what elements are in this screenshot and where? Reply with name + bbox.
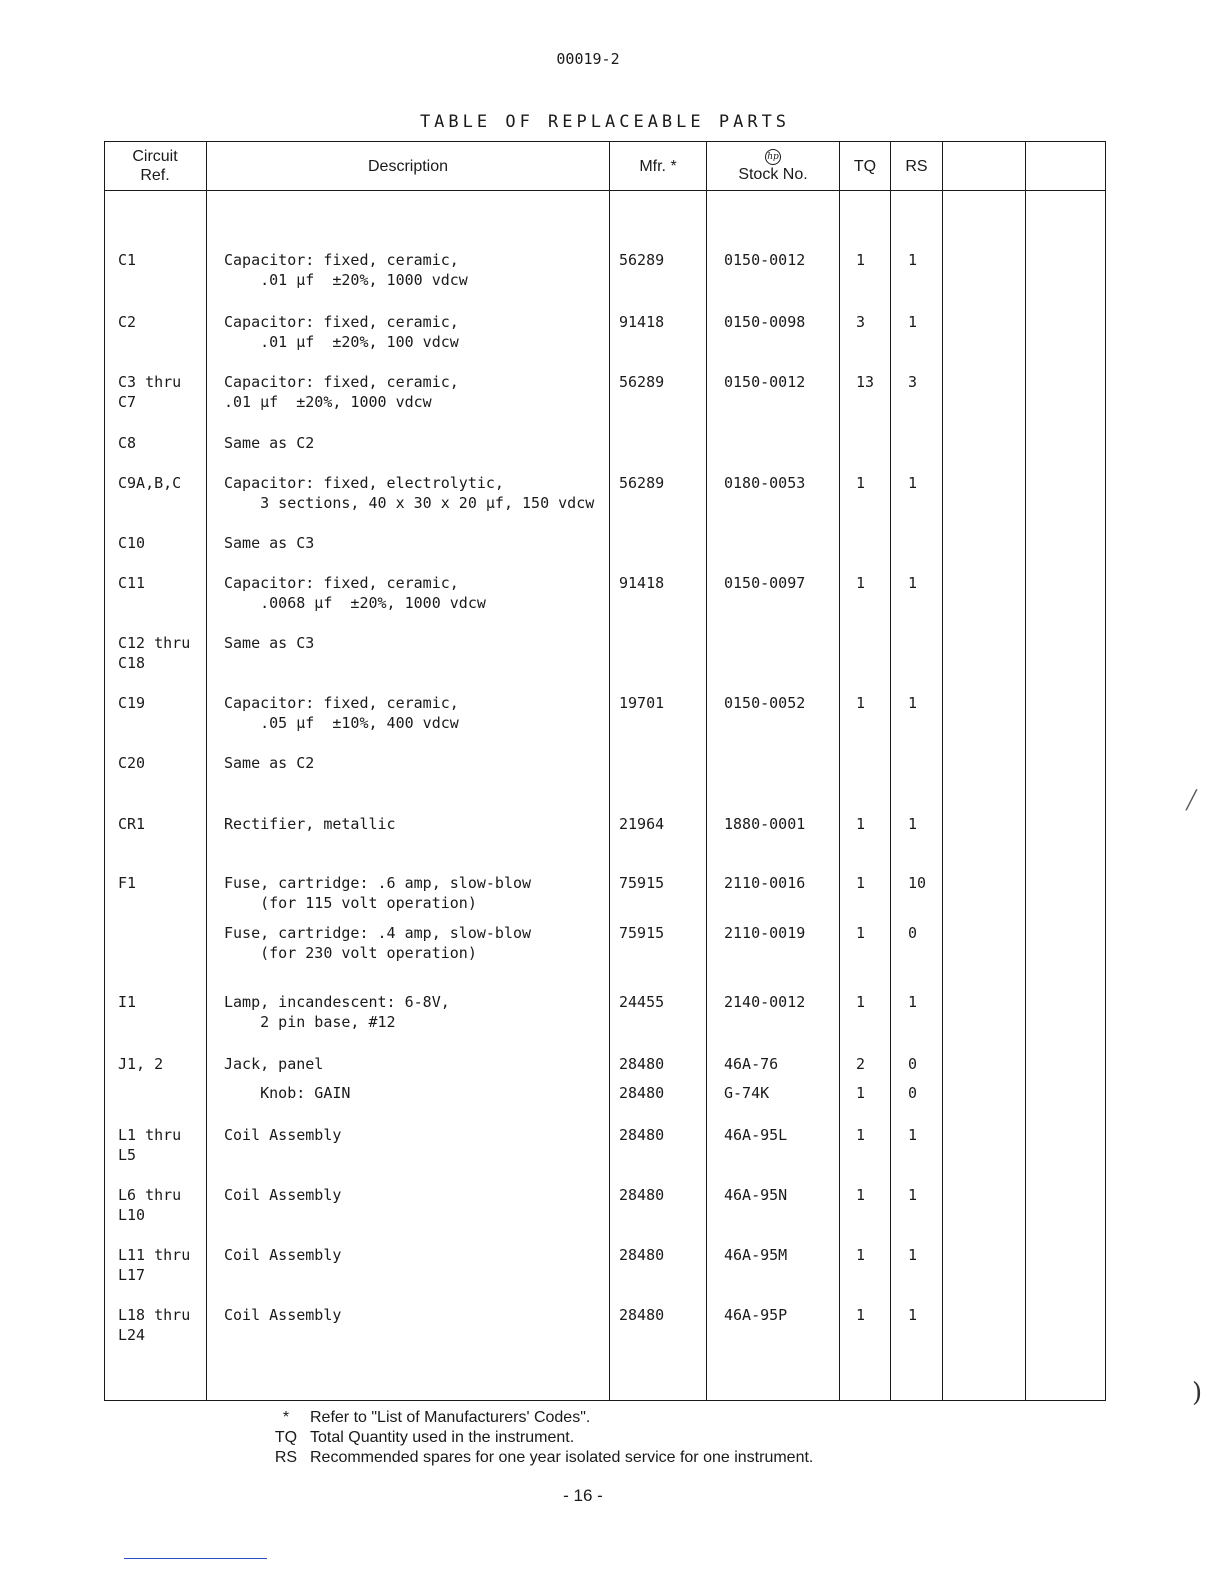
cell-mfr: 28480 — [619, 1306, 665, 1324]
cell-stock: 46A-95P — [724, 1306, 788, 1324]
cell-desc: Capacitor: fixed, electrolytic, 3 sections, 40 x 30 x 20 µf, 150 vdcw — [224, 474, 595, 512]
cell-rs: 1 — [908, 1246, 918, 1264]
cell-desc: Capacitor: fixed, ceramic, .0068 µf ±20%, 1000 vdcw — [224, 574, 486, 612]
cell-desc: Capacitor: fixed, ceramic, .01 µf ±20%, 100 vdcw — [224, 313, 459, 351]
cell-ref: C9A,B,C — [118, 474, 182, 492]
footnote — [262, 1408, 813, 1428]
cell-tq: 1 — [856, 874, 866, 892]
cell-rs: 1 — [908, 993, 918, 1011]
cell-rs: 1 — [908, 1126, 918, 1144]
header-rs-label: RS — [905, 157, 928, 175]
cell-desc: Knob: GAIN — [224, 1084, 351, 1102]
header-circuit-ref-line1: Circuit — [132, 148, 178, 165]
cell-desc: Fuse, cartridge: .4 amp, slow-blow (for 230 volt operation) — [224, 924, 532, 962]
cell-mfr: 19701 — [619, 694, 665, 712]
cell-tq: 2 — [856, 1055, 866, 1073]
cell-ref: C12 thru C18 — [118, 634, 191, 672]
cell-rs: 0 — [908, 924, 918, 942]
column-divider — [706, 141, 707, 1401]
cell-ref: C11 — [118, 574, 146, 592]
header-description-label: Description — [367, 157, 449, 175]
header-tq-label: TQ — [853, 157, 877, 175]
cell-desc: Fuse, cartridge: .6 amp, slow-blow (for 115 volt operation) — [224, 874, 532, 912]
cell-mfr: 91418 — [619, 574, 665, 592]
page-number: - 16 - — [563, 1486, 603, 1505]
scan-mark-icon: ) — [1192, 1378, 1203, 1408]
cell-ref: C2 — [118, 313, 137, 331]
column-divider — [1025, 141, 1026, 1401]
cell-rs: 10 — [908, 874, 927, 892]
cell-tq: 1 — [856, 993, 866, 1011]
hp-logo-icon: hp — [765, 149, 781, 165]
cell-ref: CR1 — [118, 815, 146, 833]
header-stock-label: Stock No. — [738, 165, 808, 183]
cell-stock: 2110-0016 — [724, 874, 806, 892]
cell-desc: Coil Assembly — [224, 1126, 342, 1144]
cell-desc: Coil Assembly — [224, 1306, 342, 1324]
cell-mfr: 28480 — [619, 1246, 665, 1264]
cell-desc: Capacitor: fixed, ceramic, .01 µf ±20%, 1000 vdcw — [224, 373, 459, 411]
cell-tq: 1 — [856, 815, 866, 833]
footnote — [262, 1428, 813, 1448]
cell-mfr: 28480 — [619, 1126, 665, 1144]
cell-tq: 1 — [856, 474, 866, 492]
cell-stock: 0180-0053 — [724, 474, 806, 492]
bottom-link-underline — [124, 1558, 267, 1559]
cell-desc: Rectifier, metallic — [224, 815, 396, 833]
cell-stock: 46A-95L — [724, 1126, 788, 1144]
cell-stock: G-74K — [724, 1084, 770, 1102]
cell-tq: 1 — [856, 1084, 866, 1102]
cell-rs: 1 — [908, 313, 918, 331]
cell-ref: L1 thru L5 — [118, 1126, 182, 1164]
cell-stock: 2140-0012 — [724, 993, 806, 1011]
header-tq — [840, 141, 890, 191]
doc-number: 00019-2 — [556, 50, 620, 68]
cell-mfr: 75915 — [619, 924, 665, 942]
footnote-text: Refer to "List of Manufacturers' Codes". — [310, 1409, 591, 1426]
cell-rs: 1 — [908, 474, 918, 492]
cell-tq: 1 — [856, 924, 866, 942]
cell-desc: Jack, panel — [224, 1055, 324, 1073]
cell-ref: C10 — [118, 534, 146, 552]
cell-stock: 0150-0098 — [724, 313, 806, 331]
cell-tq: 13 — [856, 373, 875, 391]
footnote-symbol: * — [282, 1409, 290, 1426]
footnote-symbol: RS — [274, 1449, 298, 1466]
cell-mfr: 75915 — [619, 874, 665, 892]
header-mfr-label: Mfr. * — [639, 157, 677, 175]
cell-desc: Coil Assembly — [224, 1246, 342, 1264]
cell-rs: 1 — [908, 1306, 918, 1324]
cell-desc: Same as C3 — [224, 634, 315, 652]
cell-rs: 1 — [908, 694, 918, 712]
cell-mfr: 28480 — [619, 1055, 665, 1073]
header-description — [207, 141, 609, 191]
cell-ref: L11 thru L17 — [118, 1246, 191, 1284]
cell-desc: Same as C2 — [224, 434, 315, 452]
cell-stock: 1880-0001 — [724, 815, 806, 833]
cell-stock: 0150-0012 — [724, 251, 806, 269]
cell-ref: C8 — [118, 434, 137, 452]
cell-ref: C19 — [118, 694, 146, 712]
column-divider — [890, 141, 891, 1401]
column-divider — [206, 141, 207, 1401]
column-divider — [839, 141, 840, 1401]
cell-tq: 1 — [856, 694, 866, 712]
cell-ref: F1 — [118, 874, 137, 892]
cell-stock: 46A-95N — [724, 1186, 788, 1204]
header-mfr — [610, 141, 706, 191]
cell-desc: Lamp, incandescent: 6-8V, 2 pin base, #12 — [224, 993, 450, 1031]
cell-tq: 1 — [856, 1126, 866, 1144]
cell-tq: 1 — [856, 1306, 866, 1324]
cell-desc: Same as C3 — [224, 534, 315, 552]
cell-rs: 1 — [908, 1186, 918, 1204]
cell-tq: 1 — [856, 1246, 866, 1264]
cell-ref: L6 thru L10 — [118, 1186, 182, 1224]
cell-stock: 2110-0019 — [724, 924, 806, 942]
cell-desc: Coil Assembly — [224, 1186, 342, 1204]
header-stock — [707, 141, 839, 191]
cell-rs: 1 — [908, 251, 918, 269]
cell-ref: I1 — [118, 993, 137, 1011]
cell-tq: 3 — [856, 313, 866, 331]
cell-mfr: 56289 — [619, 474, 665, 492]
cell-ref: C20 — [118, 754, 146, 772]
cell-stock: 46A-95M — [724, 1246, 788, 1264]
cell-rs: 0 — [908, 1084, 918, 1102]
footnotes — [262, 1408, 813, 1468]
column-divider — [942, 141, 943, 1401]
cell-desc: Capacitor: fixed, ceramic, .05 µf ±10%, 400 vdcw — [224, 694, 459, 732]
scan-mark-icon: ╱ — [1186, 790, 1197, 811]
header-circuit-ref — [104, 141, 206, 191]
cell-mfr: 56289 — [619, 251, 665, 269]
cell-desc: Same as C2 — [224, 754, 315, 772]
column-divider — [609, 141, 610, 1401]
cell-ref: C3 thru C7 — [118, 373, 182, 411]
cell-stock: 46A-76 — [724, 1055, 779, 1073]
cell-rs: 3 — [908, 373, 918, 391]
cell-tq: 1 — [856, 1186, 866, 1204]
cell-stock: 0150-0052 — [724, 694, 806, 712]
cell-rs: 1 — [908, 815, 918, 833]
cell-mfr: 28480 — [619, 1084, 665, 1102]
cell-stock: 0150-0012 — [724, 373, 806, 391]
cell-mfr: 24455 — [619, 993, 665, 1011]
table-title: TABLE OF REPLACEABLE PARTS — [419, 112, 791, 132]
footnote-symbol: TQ — [274, 1429, 298, 1446]
cell-mfr: 21964 — [619, 815, 665, 833]
cell-mfr: 56289 — [619, 373, 665, 391]
cell-rs: 1 — [908, 574, 918, 592]
cell-ref: J1, 2 — [118, 1055, 164, 1073]
footnote — [262, 1448, 813, 1468]
cell-tq: 1 — [856, 251, 866, 269]
cell-rs: 0 — [908, 1055, 918, 1073]
cell-mfr: 28480 — [619, 1186, 665, 1204]
cell-ref: C1 — [118, 251, 137, 269]
cell-tq: 1 — [856, 574, 866, 592]
header-circuit-ref-line2: Ref. — [140, 167, 170, 184]
footnote-text: Recommended spares for one year isolated service for one instrument. — [310, 1449, 814, 1466]
cell-ref: L18 thru L24 — [118, 1306, 191, 1344]
cell-desc: Capacitor: fixed, ceramic, .01 µf ±20%, 1000 vdcw — [224, 251, 468, 289]
cell-stock: 0150-0097 — [724, 574, 806, 592]
footnote-text: Total Quantity used in the instrument. — [310, 1429, 575, 1446]
cell-mfr: 91418 — [619, 313, 665, 331]
header-rs — [891, 141, 942, 191]
